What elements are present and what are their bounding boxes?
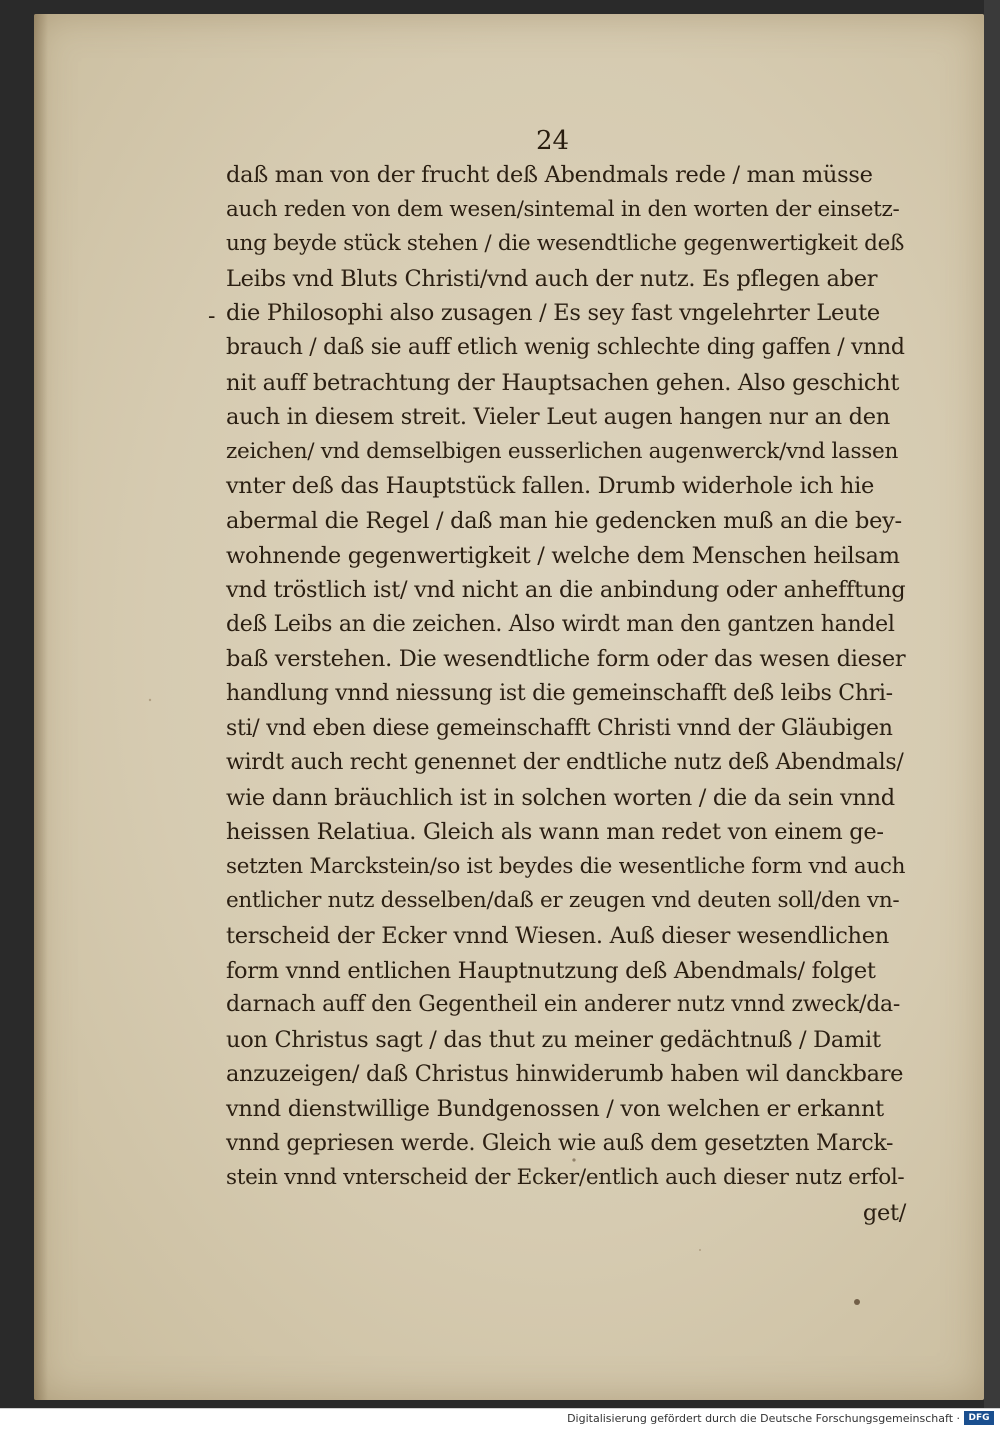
margin-mark: - [208,304,216,329]
text-line: baß verstehen. Die wesendtliche form oder das wesen dieser [226,646,906,673]
text-line: entlicher nutz desselben/daß er zeugen vnd deuten soll/den vn- [226,888,900,914]
text-line: wohnende gegenwertigkeit / welche dem Menschen heilsam [226,542,900,569]
text-line: zeichen/ vnd demselbigen eusserlichen augenwerck/vnd lassen [226,438,898,464]
text-line: vnnd dienstwillige Bundgenossen / von welchen er erkannt [226,1096,884,1123]
text-line: ung beyde stück stehen / die wesendtliche gegenwertigkeit deß [226,231,905,257]
text-line: nit auff betrachtung der Hauptsachen gehen. Also geschicht [226,369,900,396]
text-line: handlung vnnd niessung ist die gemeinschafft deß leibs Chri- [226,680,893,706]
page-number: 24 [536,126,570,156]
text-line: deß Leibs an die zeichen. Also wirdt man den gantzen handel [226,611,895,637]
text-line: abermal die Regel / daß man hie gedencken muß an die bey- [226,507,902,534]
text-line: vnnd gepriesen werde. Gleich wie auß dem gesetzten Marck- [226,1130,894,1156]
text-line: setzten Marckstein/so ist beydes die wesentliche form vnd auch [226,853,906,879]
funding-credit: Digitalisierung gefördert durch die Deutsche Forschungsgemeinschaft · [567,1412,960,1425]
text-line: uon Christus sagt / das thut zu meiner gedächtnuß / Damit [226,1026,881,1053]
text-line: auch in diesem streit. Vieler Leut augen hangen nur an den [226,404,890,431]
text-line: terscheid der Ecker vnnd Wiesen. Auß dieser wesendlichen [226,923,889,950]
text-line: darnach auff den Gegentheil ein anderer nutz vnnd zweck/da- [226,992,900,1018]
text-line: auch reden von dem wesen/sintemal in den worten der einsetz- [226,196,900,222]
text-line: sti/ vnd eben diese gemeinschafft Christi vnnd der Gläubigen [226,715,893,741]
text-line: anzuzeigen/ daß Christus hinwiderumb haben wil danckbare [226,1061,904,1088]
text-line: form vnnd entlichen Hauptnutzung deß Abendmals/ folget [226,957,876,984]
text-line: die Philosophi also zusagen / Es sey fast vngelehrter Leute [226,300,880,327]
text-line: vnd tröstlich ist/ vnd nicht an die anbindung oder anhefftung [226,577,906,604]
dfg-logo: DFG [964,1411,994,1425]
text-line: get/ [862,1199,906,1226]
text-line: vnter deß das Hauptstück fallen. Drumb widerhole ich hie [226,473,875,500]
text-line: Leibs vnd Bluts Christi/vnd auch der nutz. Es pflegen aber [226,265,878,292]
text-line: wirdt auch recht genennet der endtliche nutz deß Abendmals/ [226,750,904,776]
text-line: brauch / daß sie auff etlich wenig schlechte ding gaffen / vnnd [226,334,905,360]
text-line: wie dann bräuchlich ist in solchen worten / die da sein vnnd [226,784,895,811]
text-line: heissen Relatiua. Gleich als wann man redet von einem ge- [226,819,884,846]
body-text [226,158,906,1230]
text-line: stein vnnd vnterscheid der Ecker/entlich auch dieser nutz erfol- [226,1165,905,1191]
text-line: daß man von der frucht deß Abendmals rede / man müsse [226,162,873,188]
